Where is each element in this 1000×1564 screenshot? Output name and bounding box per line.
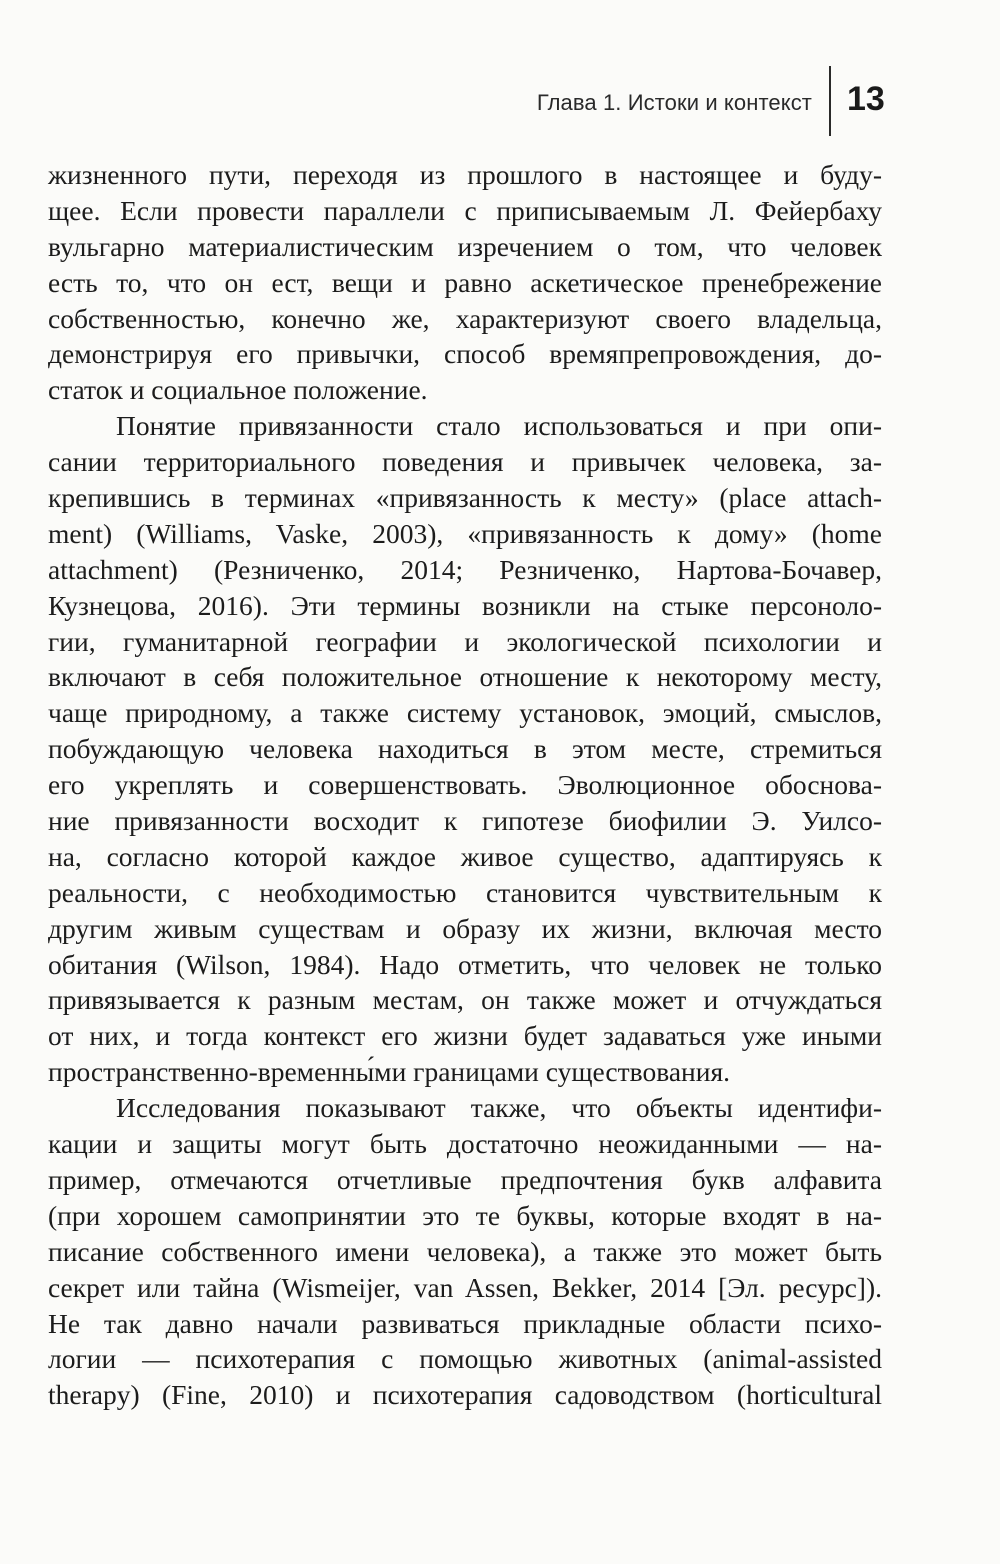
text-line: сании территориального поведения и привычек человека, за- (48, 446, 882, 478)
text-line: Понятие привязанности стало использоваться и при опи- (116, 410, 882, 442)
body-text (48, 157, 882, 1413)
text-line: гии, гуманитарной географии и экологической психологии и (48, 625, 882, 657)
text-line: секрет или тайна (Wismeijer, van Assen, Bekker, 2014 [Эл. ресурс]). (48, 1271, 882, 1303)
page-number: 13 (847, 80, 885, 118)
page-header (0, 62, 1000, 140)
text-line: собственностью, конечно же, характеризуют своего владельца, (48, 302, 882, 334)
text-line: Исследования показывают также, что объекты идентифи- (116, 1092, 882, 1124)
header-divider (829, 66, 831, 136)
text-line: от них, и тогда контекст его жизни будет задаваться уже иными (48, 1020, 882, 1052)
text-line: Не так давно начали развиваться прикладные области психо- (48, 1307, 882, 1339)
text-line: другим живым существам и образу их жизни, включая место (48, 912, 882, 944)
text-line: кации и защиты могут быть достаточно неожиданными — на- (48, 1128, 882, 1160)
text-line: включают в себя положительное отношение к некоторому месту, (48, 661, 882, 693)
text-line: реальности, с необходимостью становится чувствительным к (48, 876, 882, 908)
text-line: пространственно-временны́ми границами существования. (48, 1056, 730, 1088)
text-line: чаще природному, а также систему установок, эмоций, смыслов, (48, 697, 882, 729)
text-line: ment) (Williams, Vaske, 2003), «привязанность к дому» (home (48, 517, 882, 549)
running-head-chapter-title: Глава 1. Истоки и контекст (536, 90, 812, 115)
paragraph (48, 157, 882, 408)
text-line: логии — психотерапия с помощью животных (animal-assisted (48, 1343, 882, 1375)
text-line: обитания (Wilson, 1984). Надо отметить, что человек не только (48, 948, 882, 980)
text-line: ние привязанности восходит к гипотезе биофилии Э. Уилсо- (48, 805, 882, 837)
text-line: побуждающую человека находиться в этом месте, стремиться (48, 733, 882, 765)
text-line: щее. Если провести параллели с приписываемым Л. Фейербаху (48, 194, 882, 226)
text-line: его укреплять и совершенствовать. Эволюционное обоснова- (48, 769, 882, 801)
paragraph (48, 408, 882, 1090)
text-line: therapy) (Fine, 2010) и психотерапия садоводством (horticultural (48, 1379, 882, 1411)
text-line: демонстрируя его привычки, способ времяпрепровождения, до- (48, 338, 882, 370)
text-line: жизненного пути, переходя из прошлого в настоящее и буду- (48, 159, 882, 190)
text-line: писание собственного имени человека), а также это может быть (48, 1235, 882, 1267)
text-line: крепившись в терминах «привязанность к месту» (place attach- (48, 482, 882, 514)
text-line: вульгарно материалистическим изречением о том, что человек (48, 230, 882, 262)
text-line: на, согласно которой каждое живое существо, адаптируясь к (48, 840, 882, 872)
paragraph (48, 1090, 882, 1413)
text-line: статок и социальное положение. (48, 374, 428, 406)
text-line: привязывается к разным местам, он также может и отчуждаться (48, 984, 882, 1016)
text-line: есть то, что он ест, вещи и равно аскетическое пренебрежение (48, 266, 882, 298)
text-line: (при хорошем самопринятии это те буквы, которые входят в на- (48, 1199, 882, 1231)
text-line: Кузнецова, 2016). Эти термины возникли на стыке персоноло- (48, 589, 882, 621)
text-line: attachment) (Резниченко, 2014; Резниченко, Нартова-Бочавер, (48, 553, 882, 585)
text-line: пример, отмечаются отчетливые предпочтения букв алфавита (48, 1163, 882, 1195)
